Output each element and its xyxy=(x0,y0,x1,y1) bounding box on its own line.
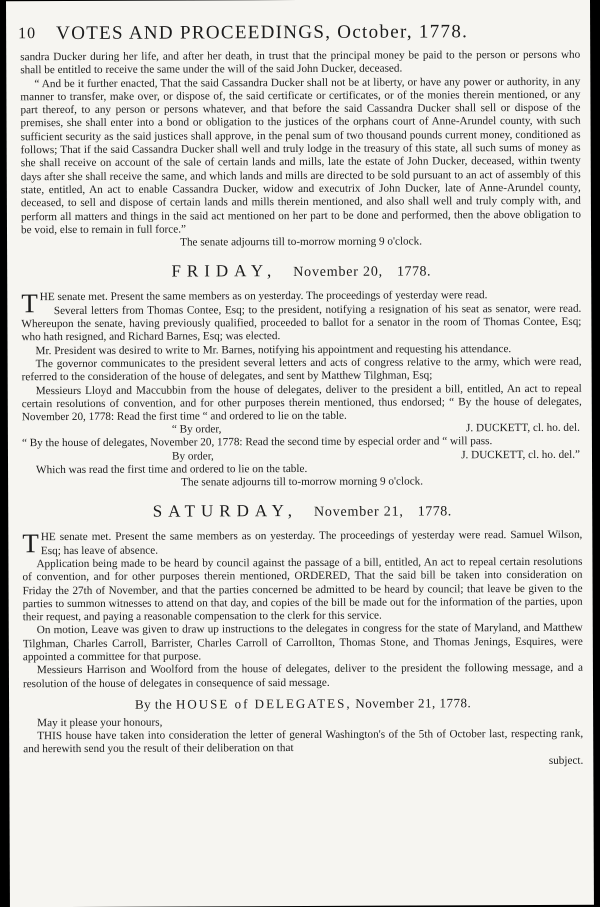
second-reading: “ By the house of delegates, November 20, 1778: Read the second time by especial order and “ will pass. xyxy=(21,435,493,450)
day-name: SATURDAY, xyxy=(152,501,299,521)
friday-paragraph: Mr. President was desired to write to Mr. Barnes, notifying his appointment and requesting his attendance. xyxy=(35,342,512,357)
house-heading xyxy=(23,695,583,713)
enactment-paragraph: “ And be it further enacted, That the said Cassandra Ducker shall not be at liberty, or have any power or authority, in any manner to transfer, make over, or dispose of, the said certificate or certificates, or of the monies therein mentioned, or any part thereof, to any person or persons whatever, and that before the said Cassandra Ducker shall sell or dispose of the premises, she shall enter into a bond or obligation to the justices of the orphans court of Anne-Arundel county, with such sufficient security as the said justices shall approve, in the penal sum of two thousand pounds current money, conditioned as follows; That if the said Cassandra Ducker shall well and truly lodge in the treasury of this state, all such sums of money as she shall receive on account of the sale of certain lands and mills, late the estate of John Ducker, deceased, within twenty days after she shall receive the same, and which lands and mills are directed to be sold pursuant to an act of assembly of this state, entitled, An act to enable Cassandra Ducker, widow and executrix of John Ducker, late of Anne-Arundel county, deceased, to sell and dispose of certain lands and mills therein mentioned, and also shall well and truly comply with, and perform all matters and things in the said act mentioned on her part to be done and performed, then the above obligation to be void, else to remain in full force.” xyxy=(20,75,581,237)
day-date: November 20, xyxy=(293,265,383,281)
signature-order: “ By order, xyxy=(171,423,222,436)
friday-opening-text: HE senate met. Present the same members as on yesterday. The proceedings of yesterday were read. xyxy=(39,289,488,304)
house-name: HOUSE of DELEGATES, xyxy=(175,695,352,712)
adjournment-note: The senate adjourns till to-morrow morning 9 o'clock. xyxy=(180,235,423,249)
day-year: 1778. xyxy=(396,264,431,281)
drop-cap: T xyxy=(21,288,38,319)
adjournment-note: The senate adjourns till to-morrow morning 9 o'clock. xyxy=(181,475,424,489)
continuation-paragraph: sandra Ducker during her life, and after her death, in trust that the principal money be paid to the person or persons who shall be entitled to receive the same under the will of the said John Ducker, deceased. xyxy=(20,48,581,77)
day-year: 1778. xyxy=(417,504,452,520)
friday-paragraph: Several letters from Thomas Contee, Esq; to the president, notifying a resignation of his seat as senator, were read. Whereupon the senate, having previously qualified, proceeded to ballot for a senator in the room of Thomas Contee, Esq; who hath resigned, and Richard Barnes, Esq; was elected. xyxy=(21,302,582,344)
page-header xyxy=(18,23,578,49)
saturday-paragraph: Messieurs Harrison and Woolford from the house of delegates, deliver to the president the following message, and a resolution of the house of delegates in consequence of said message. xyxy=(22,662,583,690)
saturday-opening xyxy=(22,529,582,558)
day-date: November 21, xyxy=(313,504,404,521)
page-number: 10 xyxy=(18,25,37,43)
day-heading-friday xyxy=(21,260,581,284)
signature-line xyxy=(22,422,582,437)
house-date: November 21, 1778. xyxy=(355,695,472,711)
saturday-paragraph: Application being made to be heard by council against the passage of a bill, entitled, An act to repeal certain resolutions of convention, and for other purposes therein mentioned, ORDERED, That the said bill be taken into consideration on Friday the 27th of November, and that the parties concerned be admitted to be heard by council; that leave be given to the parties to summon witnesses to attend on that day, and copies of the bill be made out for the information of the parties, upon their request, and paying a reasonable compensation to the clerk for this service. xyxy=(22,555,583,624)
page-body xyxy=(20,49,583,770)
friday-paragraph: Messieurs Lloyd and Maccubbin from the house of delegates, deliver to the president a bill, entitled, An act to repeal certain resolutions of convention, and for other purposes therein mentioned, thus endorsed; “ By the house of delegates, November 20, 1778: Read the first time “ and ordered to lie on the table. xyxy=(21,382,582,424)
signature-order: By order, xyxy=(171,450,214,463)
friday-paragraph: The governor communicates to the president several letters and acts of congress relative to the army, which were read, referred to the consideration of the house of delegates, and sent by Matthew Tilghman, Esq; xyxy=(21,355,582,384)
day-name: FRIDAY, xyxy=(171,261,278,282)
signature-name: J. DUCKETT, cl. ho. del.” xyxy=(461,448,581,462)
signature-name: J. DUCKETT, cl. ho. del. xyxy=(466,422,580,435)
document-page xyxy=(6,0,594,907)
catchword: subject. xyxy=(548,754,584,767)
running-title: VOTES AND PROCEEDINGS, October, 1778. xyxy=(56,21,469,45)
drop-cap: T xyxy=(22,528,39,559)
saturday-paragraph: On motion, Leave was given to draw up instructions to the delegates in congress for the state of Maryland, and Matthew Tilghman, Charles Carroll, Barrister, Charles Carroll of Carrollton, Thomas Stone, and Thomas Jenings, Esquires, were appointed a committee for that purpose. xyxy=(22,622,583,664)
saturday-opening-text: HE senate met. Present the same members as on yesterday. The proceedings of yesterday were read. Samuel Wilson, Esq; has leave of absence. xyxy=(40,529,583,557)
address-line: May it please your honours, xyxy=(37,716,163,730)
signature-line xyxy=(22,448,582,463)
friday-note: Which was read the first time and ordered to lie on the table. xyxy=(36,462,308,476)
house-prefix: By the xyxy=(134,696,173,712)
day-heading-saturday xyxy=(22,500,582,524)
final-paragraph: THIS house have taken into consideration the letter of general Washington's of the 5th of October last, respecting rank, and herewith send you the result of their deliberation on that xyxy=(23,727,584,756)
